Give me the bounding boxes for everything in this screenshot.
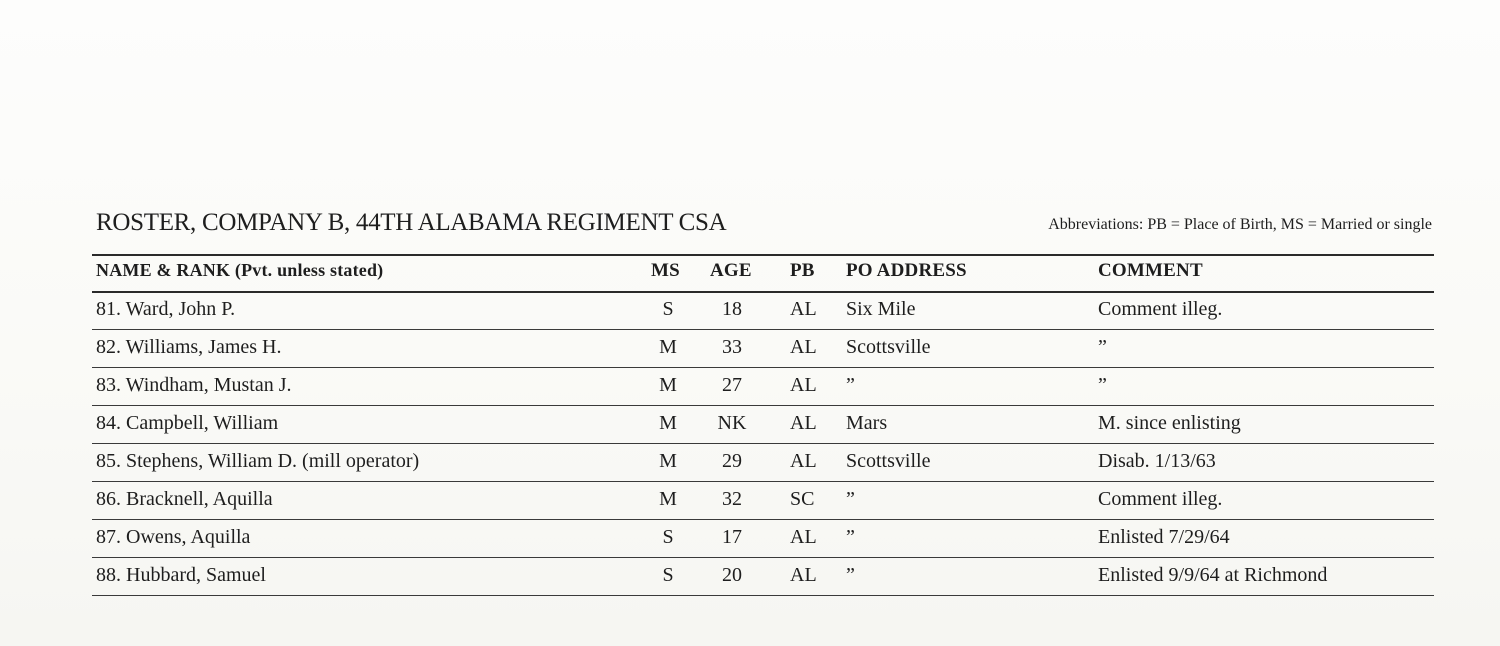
cell-pb: AL [790,564,817,586]
cell-po-address: ” [846,526,855,548]
row-rule [92,519,1434,520]
header-top-rule [92,254,1434,256]
header-pb: PB [790,260,815,281]
cell-comment: Enlisted 9/9/64 at Richmond [1098,564,1328,586]
header-ms: MS [651,260,680,281]
cell-age: 20 [722,564,742,586]
cell-comment: M. since enlisting [1098,412,1241,434]
header-po-address: PO ADDRESS [846,260,967,281]
cell-age: 18 [722,298,742,320]
cell-age: 32 [722,488,742,510]
cell-pb: AL [790,526,817,548]
cell-po-address: ” [846,488,855,510]
cell-age: 27 [722,374,742,396]
roster-title: ROSTER, COMPANY B, 44TH ALABAMA REGIMENT CSA [96,209,727,236]
header-age: AGE [710,260,752,281]
cell-ms: M [659,374,677,396]
cell-comment: Disab. 1/13/63 [1098,450,1216,472]
row-rule [92,481,1434,482]
cell-name: 82. Williams, James H. [96,336,282,358]
cell-pb: AL [790,450,817,472]
cell-comment: ” [1098,336,1107,358]
cell-po-address: Scottsville [846,336,931,358]
cell-pb: AL [790,374,817,396]
cell-comment: Comment illeg. [1098,488,1223,510]
cell-pb: AL [790,412,817,434]
row-rule [92,595,1434,596]
cell-ms: S [662,564,674,586]
header-comment: COMMENT [1098,260,1203,281]
cell-name: 87. Owens, Aquilla [96,526,251,548]
row-rule [92,367,1434,368]
cell-comment: Comment illeg. [1098,298,1223,320]
cell-po-address: Six Mile [846,298,916,320]
cell-pb: AL [790,336,817,358]
cell-age: NK [717,412,747,434]
cell-name: 83. Windham, Mustan J. [96,374,292,396]
cell-po-address: ” [846,564,855,586]
header-name: NAME & RANK (Pvt. unless stated) [96,260,384,280]
cell-name: 84. Campbell, William [96,412,279,434]
cell-po-address: Scottsville [846,450,931,472]
cell-name: 85. Stephens, William D. (mill operator) [96,450,420,472]
header-bottom-rule [92,291,1434,293]
row-rule [92,443,1434,444]
cell-ms: S [662,298,674,320]
abbreviations-note: Abbreviations: PB = Place of Birth, MS = Married or single [1048,216,1432,233]
row-rule [92,329,1434,330]
cell-ms: M [659,336,677,358]
cell-pb: AL [790,298,817,320]
row-rule [92,405,1434,406]
cell-name: 86. Bracknell, Aquilla [96,488,273,510]
cell-ms: M [659,450,677,472]
cell-age: 33 [722,336,742,358]
cell-name: 88. Hubbard, Samuel [96,564,266,586]
cell-comment: ” [1098,374,1107,396]
cell-ms: M [659,488,677,510]
cell-ms: S [662,526,674,548]
cell-ms: M [659,412,677,434]
cell-age: 29 [722,450,742,472]
cell-age: 17 [722,526,742,548]
cell-comment: Enlisted 7/29/64 [1098,526,1230,548]
cell-pb: SC [790,488,815,510]
row-rule [92,557,1434,558]
cell-po-address: Mars [846,412,888,434]
cell-po-address: ” [846,374,855,396]
cell-name: 81. Ward, John P. [96,298,236,320]
